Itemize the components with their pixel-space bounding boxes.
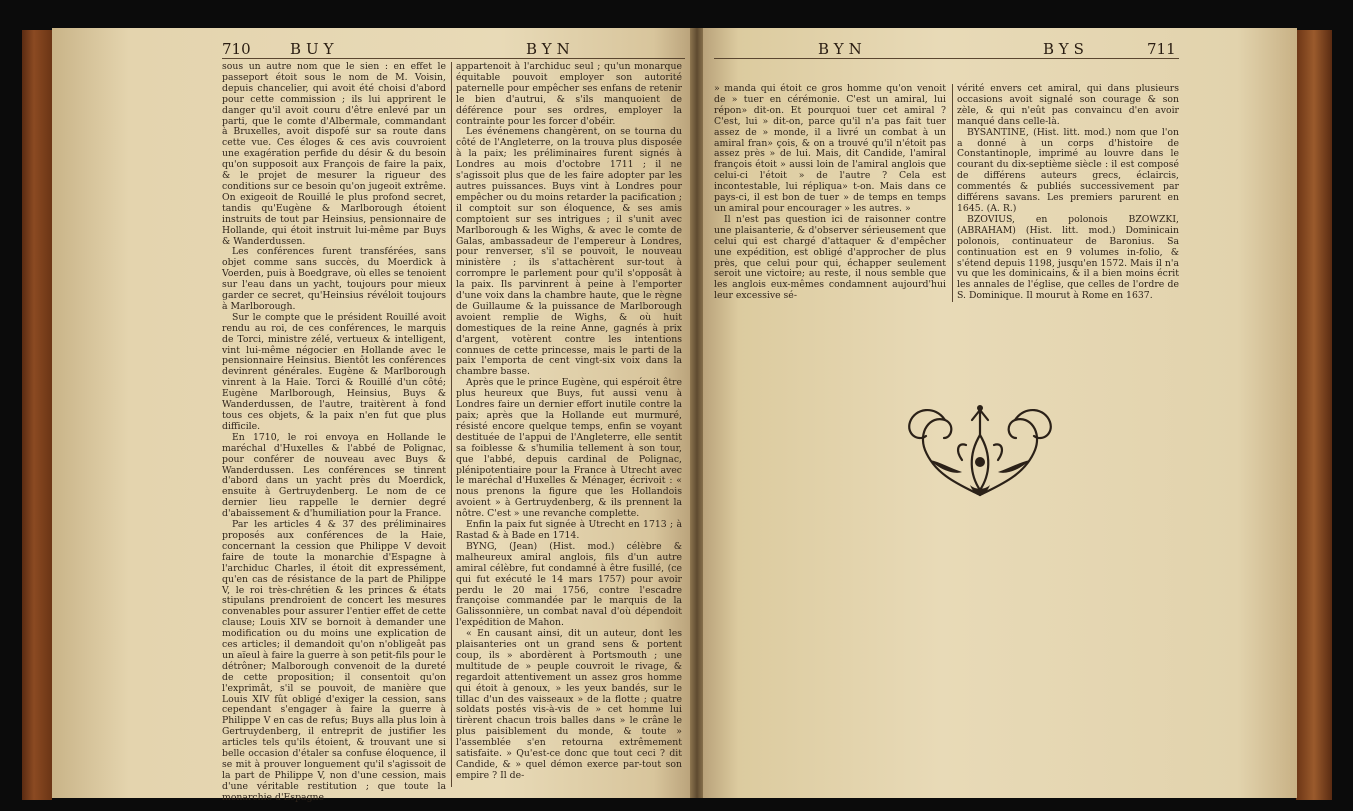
book-right-edge: [1296, 30, 1332, 800]
paragraph: » manda qui étoit ce gros homme qu'on venoit de » tuer en cérémonie. C'est un amiral, lui répon» dit-on. Et pourquoi tuer cet amiral ? C'est, lui » dit-on, parce qu'il n'a pas fait tuer assez de » monde, il a livré un combat à un amiral fran» çois, & on a trouvé qu'il n'étoit pas assez près » de lui. Mais, dit Candide, l'amiral françois étoit » aussi loin de l'amiral anglois que celui-ci l'étoit » de l'autre ? Cela est incontestable, lui répliqua» t-on. Mais dans ce pays-ci, il est bon de tuer » de temps en temps un amiral pour encourager » les autres. »: [714, 83, 946, 214]
paragraph: Les conférences furent transférées, sans objet comme sans succès, du Moerdick à Voerden, puis à Boedgrave, où elles se tenoient sur l'eau dans un yacht, toujours pour mieux garder ce secret, qu'Heinsius révéloit toujours à Marlborough.: [222, 246, 446, 312]
book-gutter: [690, 28, 704, 798]
page-number-left: 710: [222, 40, 251, 58]
paragraph: BZOVIUS, en polonois BZOWZKI, (ABRAHAM) (Hist. litt. mod.) Dominicain polonois, continuateur de Baronius. Sa continuation est en 9 volumes in-folio, & s'étend depuis 1198, jusqu'en 1572. Mais il n'a vu que les dominicains, & il a bien moins écrit les annales de l'église, que celles de l'ordre de S. Dominique. Il mourut à Rome en 1637.: [957, 213, 1179, 302]
book-left-edge: [22, 30, 52, 800]
paragraph: BYNG, (Jean) (Hist. mod.) célèbre & malheureux amiral anglois, fils d'un autre amiral célèbre, fut condamné à être fusillé, (ce qui fut exécuté le 14 mars 1757) pour avoir perdu le 20 mai 1756, contre l'escadre françoise commandée par le marquis de la Galissonnière, un combat naval d'où dépendoit l'expédition de Mahon.: [456, 540, 682, 629]
left-page-column-2: [456, 62, 682, 792]
page-number-right: 711: [1147, 40, 1176, 58]
paragraph: Il n'est pas question ici de raisonner contre une plaisanterie, & d'observer sérieusement que celui qui est chargé d'attaquer & d'empêcher une expédition, est obligé d'approcher de plus près, que celui pour qui, échapper seulement seroit une victoire; au reste, il nous semble que les anglois eux-mêmes condamnent aujourd'hui leur excessive sé-: [714, 213, 946, 302]
paragraph: « En causant ainsi, dit un auteur, dont les plaisanteries ont un grand sens & portent coup, ils » abordèrent à Portsmouth ; une multitude de » peuple couvroit le rivage, & regardoit attentivement un assez gros homme qui étoit à genoux, » les yeux bandés, sur le tillac d'un des vaisseaux » de la flotte ; quatre soldats postés vis-à-vis de » cet homme lui tirèrent chacun trois balles dans » le crâne le plus paisiblement du monde, & toute » l'assemblée s'en retourna extrêmement satisfaite. » Qu'est-ce donc que tout ceci ? dit Candide, & » quel démon exerce par-tout son empire ? Il de-: [456, 628, 682, 781]
header-rule-left: [222, 58, 685, 59]
column-divider-left: [451, 62, 452, 787]
paragraph: sous un autre nom que le sien : en effet le passeport étoit sous le nom de M. Voisin, depuis chancelier, qui avoit été choisi d'abord pour cette commission ; ils lui apprirent le danger qu'il avoit couru d'être enlevé par un parti, que le comte d'Albermale, commandant à Bruxelles, avoit dispofé sur sa route dans cette vue. Ces éloges & ces avis couvroient une exagération perfide du désir & du besoin qu'on supposoit aux François de faire la paix, & le projet de mesurer la rigueur des conditions sur ce besoin qu'on jugeoit extrême. On exigeoit de Rouillé le plus profond secret, tandis qu'Eugène & Marlborough étoient instruits de tout par Heinsius, pensionnaire de Hollande, qui étoit instruit lui-même par Buys & Wanderdussen.: [222, 61, 446, 247]
paragraph: En 1710, le roi envoya en Hollande le maréchal d'Huxelles & l'abbé de Polignac, pour conférer de nouveau avec Buys & Wanderdussen. Les conférences se tinrent d'abord dans un yacht près du Moerdick, ensuite à Gertruydenberg. Le nom de ce dernier lieu rappelle le dernier degré d'abaissement & d'humiliation pour la France.: [222, 431, 446, 520]
running-head-left-col1: BUY: [290, 40, 339, 58]
running-head-right-col1: BYN: [818, 40, 867, 58]
right-page-column-2: [957, 84, 1179, 384]
paragraph: Les événemens changèrent, on se tourna du côté de l'Angleterre, on la trouva plus disposée à la paix; les préliminaires furent signés à Londres au mois d'octobre 1711 ; il ne s'agissoit plus que de les faire adopter par les autres puissances. Buys vint à Londres pour empêcher ou du moins retarder la pacification ; il comptoit sur son éloquence, & ses amis comptoient sur ses intrigues ; il s'unit avec Marlborough & les Wighs, & avec le comte de Galas, ambassadeur de l'empereur à Londres, pour renverser, s'il se pouvoit, le nouveau ministère ; ils s'attachèrent sur-tout à corrompre le parlement pour qu'il s'opposât à la paix. Ils parvinrent à peine à l'emporter d'une voix dans la chambre haute, que le règne de Guillaume & la puissance de Marlborough avoient remplie de Wighs, & où huit domestiques de la reine Anne, gagnés à prix d'argent, votèrent contre les intentions connues de cette princesse, mais le parti de la paix l'emporta de cent vingt-six voix dans la chambre basse.: [456, 126, 682, 378]
paragraph: appartenoit à l'archiduc seul ; qu'un monarque équitable pouvoit employer son autorité paternelle pour empêcher ses enfans de retenir le bien d'autrui, & s'ils manquoient de déférence pour ses ordres, employer la contrainte pour les forcer d'obéir.: [456, 61, 682, 127]
paragraph: vérité envers cet amiral, qui dans plusieurs occasions avoit signalé son courage & son zèle, & qui n'eût pas convaincu d'en avoir manqué dans celle-là.: [957, 83, 1179, 127]
running-head-left-col2: BYN: [526, 40, 575, 58]
floral-vignette-icon: [900, 390, 1060, 510]
paragraph: BYSANTINE, (Hist. litt. mod.) nom que l'on a donné à un corps d'histoire de Constantinople, imprimé au louvre dans le courant du dix-septième siècle : il est composé de différens auteurs grecs, éclaircis, commentés & publiés successivement par différens savans. Les premiers parurent en 1645. (A. R.): [957, 126, 1179, 214]
paragraph: Après que le prince Eugène, qui espéroit être plus heureux que Buys, fut aussi venu à Londres faire un dernier effort inutile contre la paix; après que la Hollande eut murmuré, résisté encore quelque temps, enfin se voyant destituée de l'appui de l'Angleterre, elle sentit sa foiblesse & s'humilia tellement à son tour, que l'abbé, depuis cardinal de Polignac, plénipotentiaire pour la France à Utrecht avec le maréchal d'Huxelles & Ménager, écrivoit : « nous prenons la figure que les Hollandois avoient » à Gertruydenberg, & ils prennent la nôtre. C'est » une revanche complette.: [456, 377, 682, 520]
header-rule-right: [714, 58, 1179, 59]
paragraph: Par les articles 4 & 37 des préliminaires proposés aux conférences de la Haie, concernant la cession que Philippe V devoit faire de toute la monarchie d'Espagne à l'archiduc Charles, il étoit dit expressément, qu'en cas de résistance de la part de Philippe V, le roi très-chrétien & les princes & états stipulans prendroient de concert les mesures convenables pour assurer l'entier effet de cette clause; Louis XIV se bornoit à demander une modification ou du moins une explication de ces articles; il demandoit qu'on n'obligeât pas un aïeul à faire la guerre à son petit-fils pour le détrôner; Malborough convenoit de la dureté de cette proposition; il consentoit qu'on l'exprimât, s'il se pouvoit, de manière que Louis XIV fût obligé d'exiger la cession, sans cependant s'engager à faire la guerre à Philippe V en cas de refus; Buys alla plus loin à Gertruydenberg, il entreprit de justifier les articles tels qu'ils étoient, & trouvant une si belle occasion d'étaler sa confuse éloquence, il se mit à prouver longuement qu'il s'agissoit de la part de Philippe V, non d'une cession, mais d'une véritable restitution ; que toute la monarchie d'Espagne: [222, 519, 446, 803]
right-page-column-1: [714, 84, 946, 384]
running-head-right-col2: BYS: [1043, 40, 1089, 58]
paragraph: Sur le compte que le président Rouillé avoit rendu au roi, de ces conférences, le marquis de Torci, ministre zélé, vertueux & intelligent, vint lui-même négocier en Hollande avec le pensionnaire Heinsius. Bientôt les conférences devinrent générales. Eugène & Marlborough vinrent à la Haie. Torci & Rouillé d'un côté; Eugène Marlborough, Heinsius, Buys & Wanderdussen, de l'autre, traitèrent à fond tous ces objets, & la paix n'en fut que plus difficile.: [222, 311, 446, 432]
left-page-column-1: [222, 61, 446, 803]
column-divider-right: [952, 84, 953, 302]
paragraph: Enfin la paix fut signée à Utrecht en 1713 ; à Rastad & à Bade en 1714.: [456, 519, 682, 541]
